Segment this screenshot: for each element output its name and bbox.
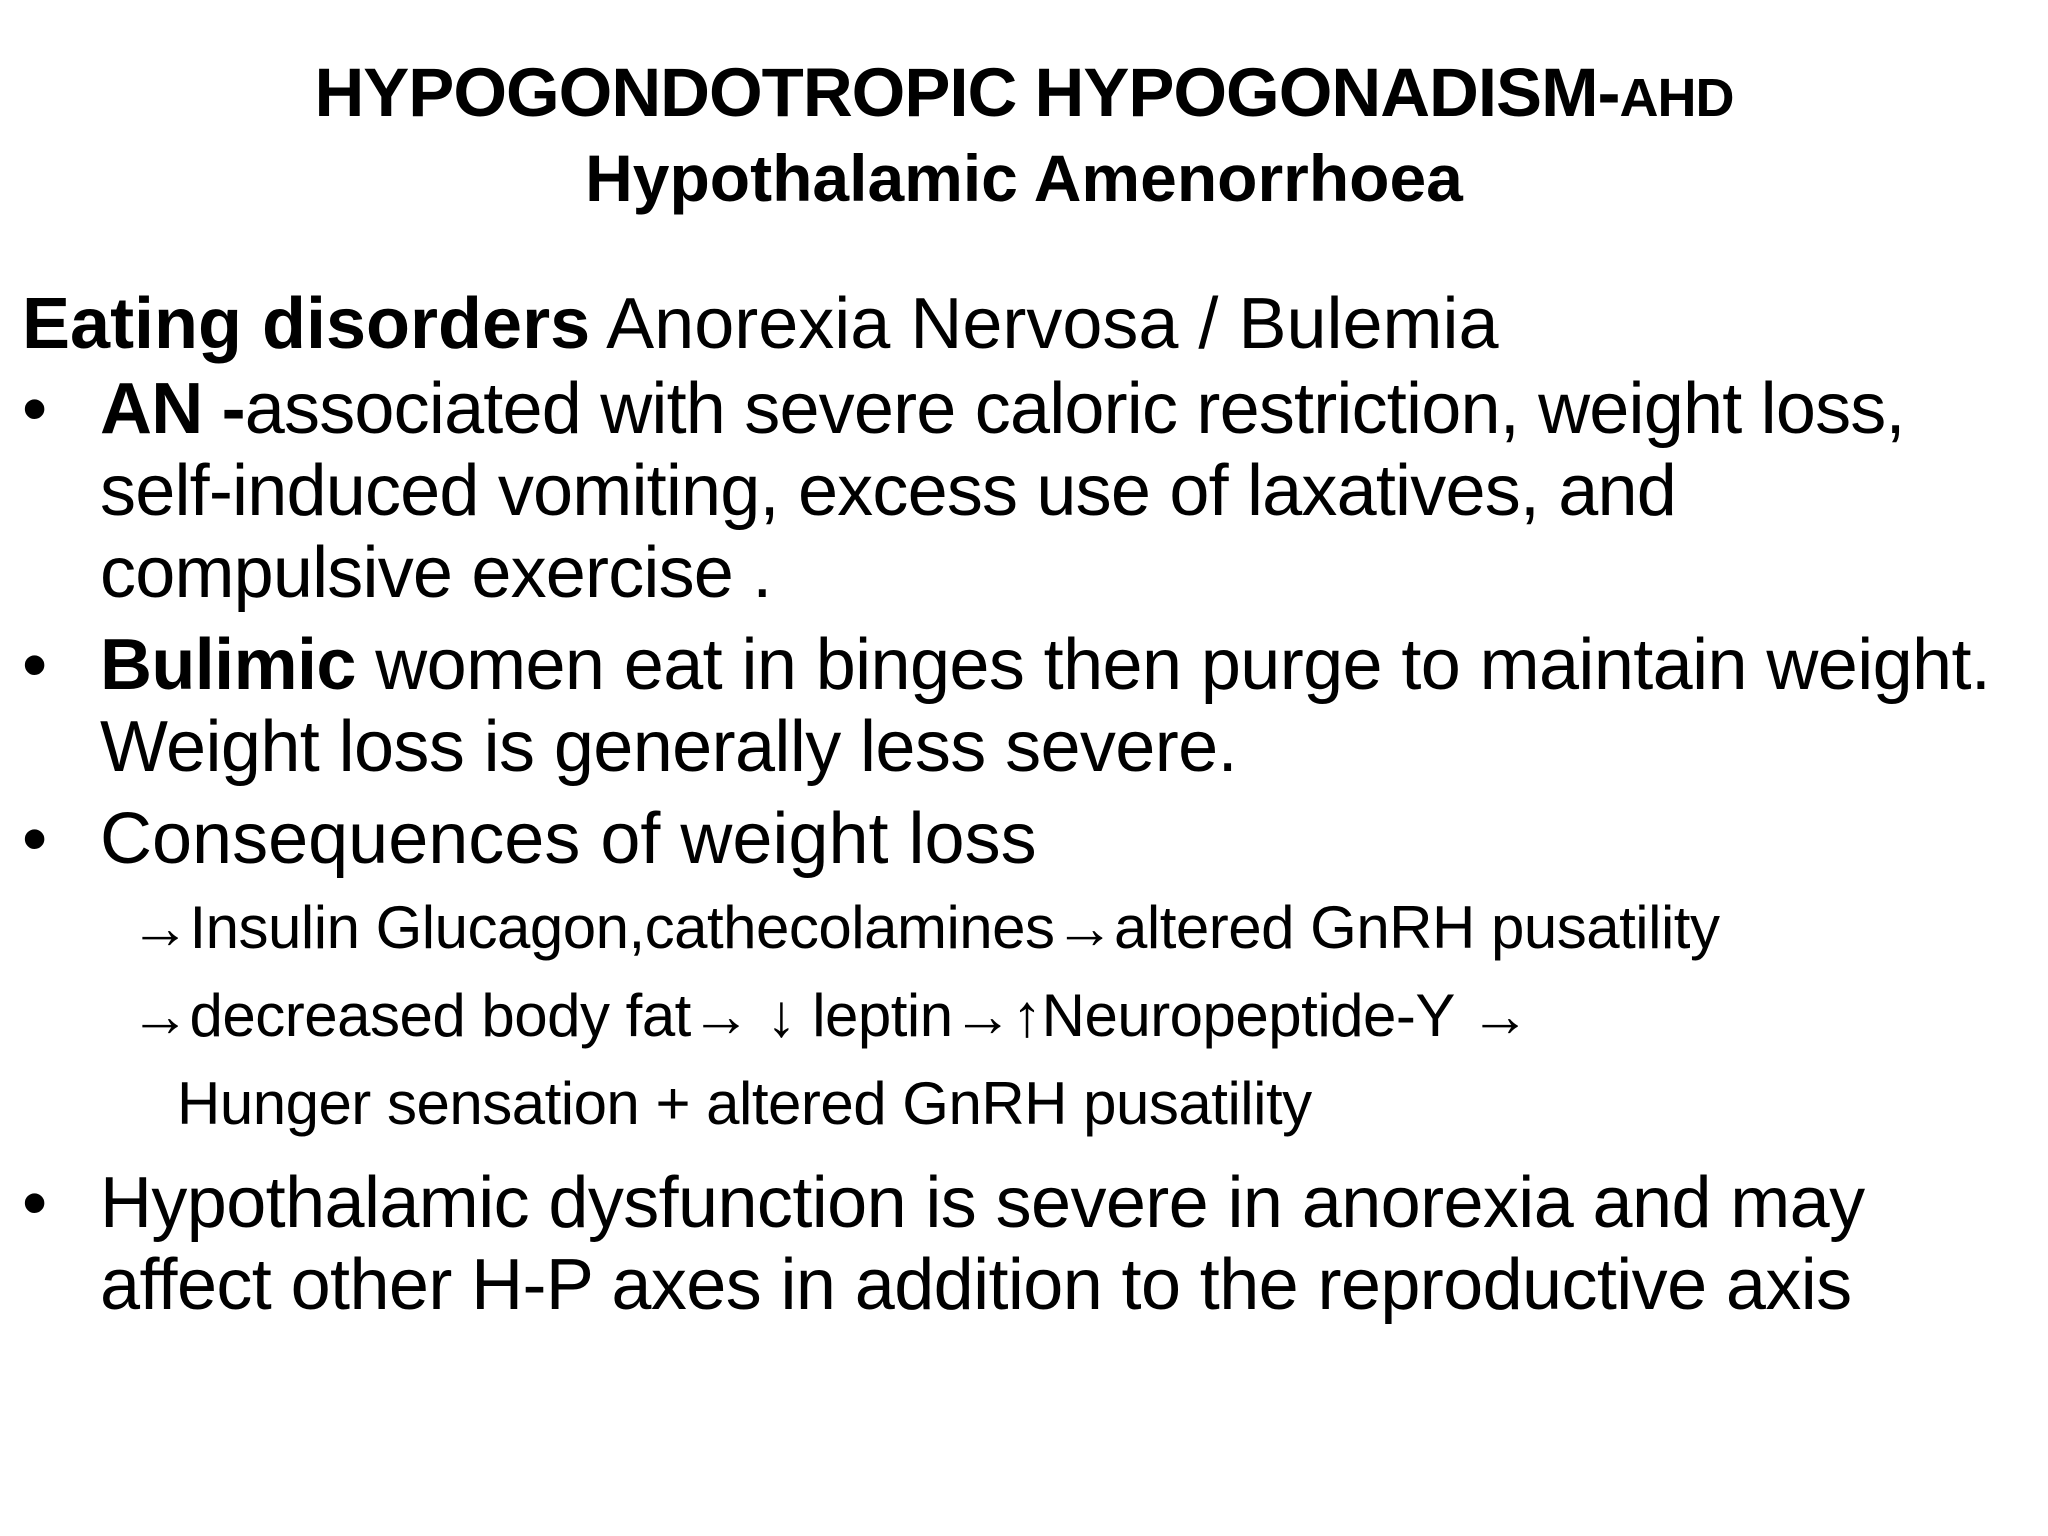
bullet-bold: Bulimic <box>100 625 356 705</box>
bullet-item-an <box>22 368 2032 614</box>
title-line-2: Hypothalamic Amenorrhoea <box>585 140 1463 215</box>
sub-line-insulin: →Insulin Glucagon,cathecolamines→altered GnRH pusatility <box>130 894 1720 961</box>
bullet-dot: • <box>22 799 48 879</box>
title-suffix: AHD <box>1619 68 1734 128</box>
bullet-dot: • <box>22 625 47 705</box>
bullet-item-hypothalamic <box>22 1162 2032 1326</box>
intro-line <box>22 282 2032 366</box>
bullet-text: Consequences of weight loss <box>100 799 1037 879</box>
bullet-text: associated with severe caloric restriction, weight loss, self-induced vomiting, excess use of laxatives, and compulsive exercise . <box>100 369 1905 613</box>
intro-bold: Eating disorders <box>22 284 591 364</box>
bullet-dot: • <box>22 369 47 449</box>
intro-text: Anorexia Nervosa / Bulemia <box>590 284 1499 364</box>
bullet-dot: • <box>22 1163 47 1243</box>
title-main: HYPOGONDOTROPIC HYPOGONADISM- <box>314 54 1620 131</box>
slide-title <box>0 52 2048 218</box>
sub-line-body-fat: →decreased body fat→ ↓ leptin→↑Neuropeptide-Y → <box>130 982 1530 1049</box>
sub-line-hunger: Hunger sensation + altered GnRH pusatility <box>177 1070 1312 1137</box>
bullet-bold: AN - <box>100 369 245 449</box>
bullet-text: women eat in binges then purge to maintain weight. Weight loss is generally less severe. <box>100 625 1991 787</box>
bullet-text: Hypothalamic dysfunction is severe in anorexia and may affect other H-P axes in addition to the reproductive axis <box>100 1163 1865 1325</box>
bullet-item-consequences <box>22 798 2032 880</box>
bullet-item-bulimic <box>22 624 2032 788</box>
slide-body <box>22 282 2032 1326</box>
title-line-1 <box>0 52 2048 135</box>
